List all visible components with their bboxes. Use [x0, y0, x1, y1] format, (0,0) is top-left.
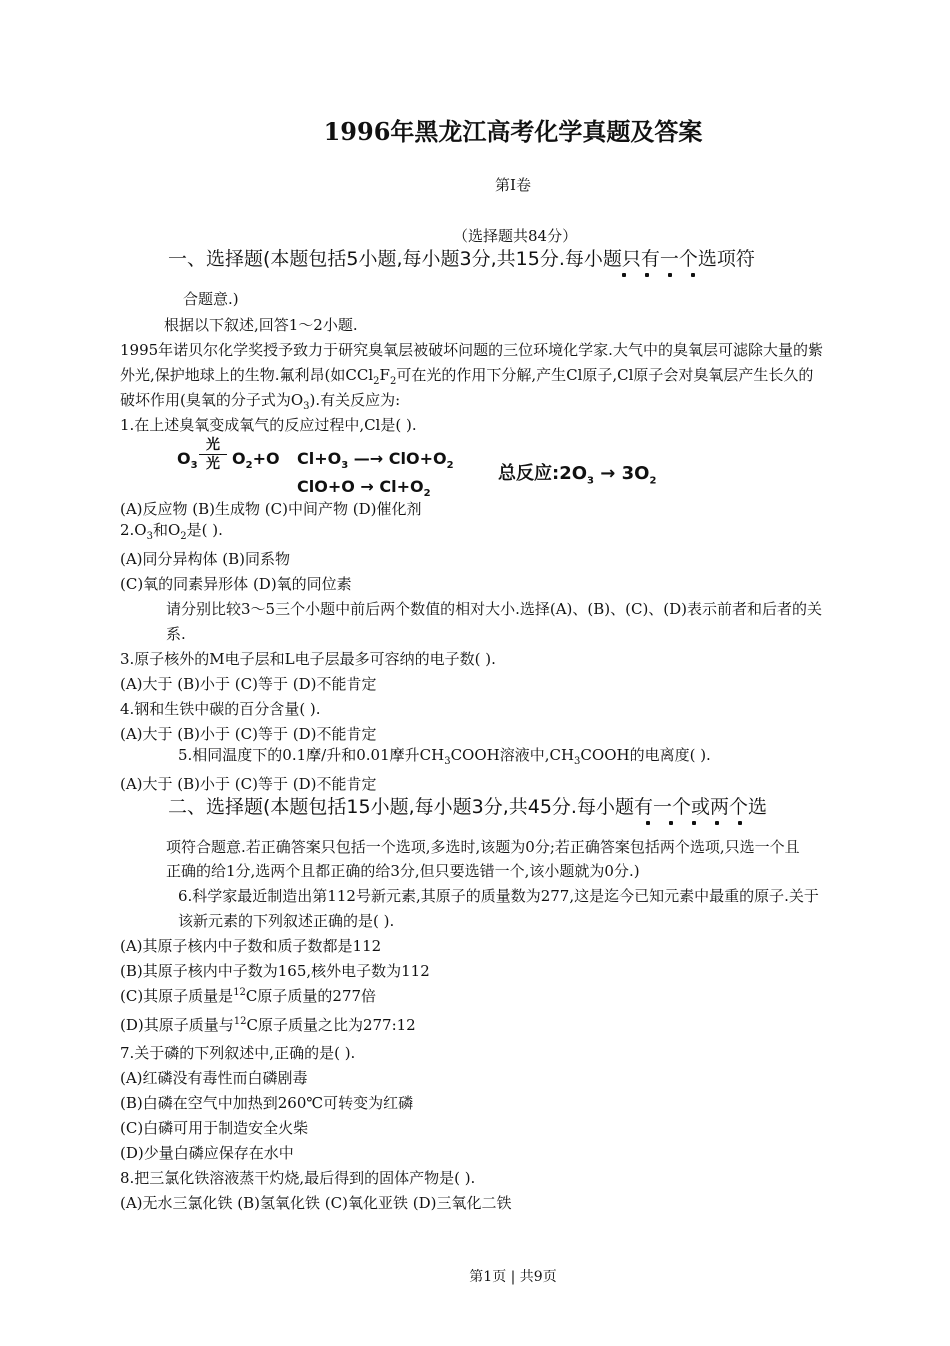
page-title: 1996年黑龙江高考化学真题及答案 — [323, 117, 703, 146]
q8-stem: 8.把三氯化铁溶液蒸干灼烧,最后得到的固体产物是( ). — [120, 1169, 476, 1187]
section2-heading: 二、选择题(本题包括15小题,每小题3分,共45分.每小题有一个或两个选 — [168, 796, 767, 818]
passage-line-2: 外光,保护地球上的生物.氟利昂(如$CCl_2F_2$可在光的作用下分解,产生Cl原子,Cl原子会对臭氧层产生长久的 — [120, 366, 814, 387]
section2-cont-2: 正确的给1分,选两个且都正确的给3分,但只要选错一个,该小题就为0分.) — [166, 862, 640, 880]
q2-options-cd: (C)氧的同素异形体 (D)氧的同位素 — [120, 575, 352, 593]
q6-stem-line-1: 6.科学家最近制造出第112号新元素,其原子的质量数为277,这是迄今已知元素中最重的原子.关于 — [178, 887, 819, 905]
q6-stem-line-2: 该新元素的下列叙述正确的是( ). — [178, 912, 395, 930]
q2-options-ab: (A)同分异构体 (B)同系物 — [120, 550, 291, 568]
q3-options: (A)大于 (B)小于 (C)等于 (D)不能肯定 — [120, 675, 377, 693]
passage-line-1: 1995年诺贝尔化学奖授予致力于研究臭氧层被破坏问题的三位环境化学家.大气中的臭氧层可滤除大量的紫 — [120, 341, 823, 359]
q2-stem: $2.O_3$和$O_2$是( ). — [120, 521, 223, 542]
q5-options: (A)大于 (B)小于 (C)等于 (D)不能肯定 — [120, 775, 377, 793]
q7-option-d: (D)少量白磷应保存在水中 — [120, 1144, 294, 1162]
q7-option-c: (C)白磷可用于制造安全火柴 — [120, 1119, 309, 1137]
q6-option-b: (B)其原子核内中子数为165,核外电子数为112 — [120, 962, 430, 980]
section1-heading-cont: 合题意.) — [183, 290, 239, 308]
q6-option-a: (A)其原子核内中子数和质子数都是112 — [120, 937, 382, 955]
reaction-3: $ClO+O \to Cl+O_2$ — [297, 477, 431, 500]
section-subtitle: （选择题共84分） — [453, 227, 578, 245]
q4-stem: 4.钢和生铁中碳的百分含量( ). — [120, 700, 321, 718]
q1-options: (A)反应物 (B)生成物 (C)中间产物 (D)催化剂 — [120, 500, 422, 518]
q7-stem: 7.关于磷的下列叙述中,正确的是( ). — [120, 1044, 356, 1062]
section2-cont-1: 项符合题意.若正确答案只包括一个选项,多选时,该题为0分;若正确答案包括两个选项,只选一个且 — [166, 838, 800, 856]
q8-options: (A)无水三氯化铁 (B)氢氧化铁 (C)氧化亚铁 (D)三氧化二铁 — [120, 1194, 512, 1212]
compare-intro-line-1: 请分别比较3～5三个小题中前后两个数值的相对大小.选择(A)、(B)、(C)、(D)表示前者和后者的关 — [166, 600, 823, 618]
q6-option-c: (C)其原子质量是$^{12}$C原子质量的277倍 — [120, 987, 377, 1005]
compare-intro-line-2: 系. — [166, 625, 186, 643]
page-footer: 第1页 | 共9页 — [469, 1269, 557, 1285]
section1-intro: 根据以下叙述,回答1～2小题. — [164, 316, 358, 334]
reaction-1: $O_3$ — [177, 449, 198, 472]
q7-option-b: (B)白磷在空气中加热到260℃可转变为红磷 — [120, 1094, 414, 1112]
passage-line-3: 破坏作用(臭氧的分子式为$O_3$).有关反应为: — [120, 391, 401, 412]
q7-option-a: (A)红磷没有毒性而白磷剧毒 — [120, 1069, 308, 1087]
reaction-2: $Cl+O_3$ —→ $ClO+O_2$ — [297, 449, 454, 472]
q3-stem: 3.原子核外的M电子层和L电子层最多可容纳的电子数( ). — [120, 650, 496, 668]
reaction-1-right: $O_2+O$ — [232, 449, 280, 472]
q4-options: (A)大于 (B)小于 (C)等于 (D)不能肯定 — [120, 725, 377, 743]
q5-stem: 5.相同温度下的0.1摩/升和0.01摩升$CH_3COOH$溶液中$,CH_3COOH$的电离度( ). — [178, 746, 711, 767]
reaction-1-condition: 光 光 — [199, 437, 227, 472]
total-reaction: 总反应$:2O_3 \to 3O_2$ — [498, 463, 657, 487]
section1-heading: 一、选择题(本题包括5小题,每小题3分,共15分.每小题只有一个选项符 — [168, 248, 755, 270]
volume-label: 第I卷 — [495, 176, 531, 194]
q1-stem: 1.在上述臭氧变成氧气的反应过程中,Cl是( ). — [120, 416, 417, 434]
q6-option-d: (D)其原子质量与$^{12}$C原子质量之比为277:12 — [120, 1016, 416, 1034]
